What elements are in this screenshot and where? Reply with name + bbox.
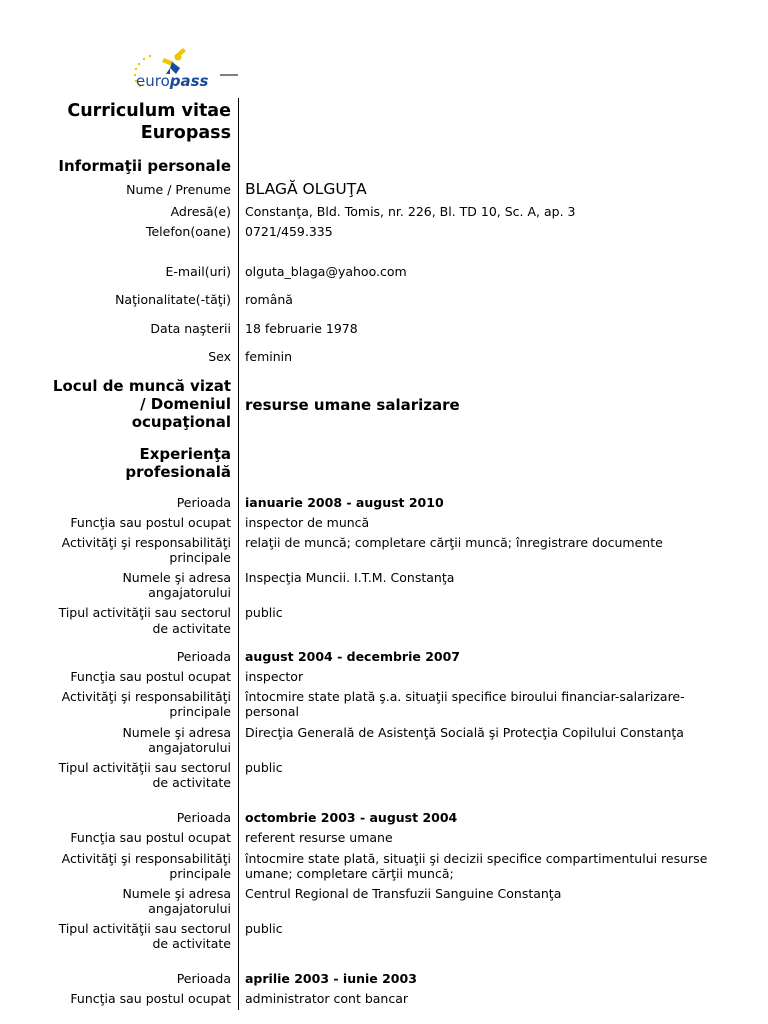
position-label: Funcţia sau postul ocupat bbox=[70, 991, 231, 1006]
activities-label-line2: principale bbox=[169, 704, 231, 719]
sector-value: public bbox=[245, 605, 283, 620]
sector-label-line2: de activitate bbox=[152, 621, 231, 636]
phone-label: Telefon(oane) bbox=[145, 224, 231, 239]
nationality-label: Naţionalitate(-tăţi) bbox=[115, 292, 231, 307]
name-value: BLAGĂ OLGUŢA bbox=[245, 180, 367, 198]
period-label: Perioada bbox=[176, 971, 231, 986]
position-value: referent resurse umane bbox=[245, 830, 393, 845]
address-value: Constanţa, Bld. Tomis, nr. 226, Bl. TD 10, Sc. A, ap. 3 bbox=[245, 204, 576, 219]
employer-label-line1: Numele şi adresa bbox=[122, 886, 231, 901]
sector-label-line1: Tipul activităţii sau sectorul bbox=[58, 921, 231, 936]
activities-label-line2: principale bbox=[169, 550, 231, 565]
section-target-heading-line2: / Domeniul bbox=[140, 395, 231, 413]
employer-value: Direcţia Generală de Asistenţă Socială şi Protecţia Copilului Constanţa bbox=[245, 725, 684, 740]
phone-value: 0721/459.335 bbox=[245, 224, 333, 239]
sex-value: feminin bbox=[245, 349, 293, 364]
position-label: Funcţia sau postul ocupat bbox=[70, 830, 231, 845]
employer-label-line1: Numele şi adresa bbox=[122, 725, 231, 740]
position-value: inspector bbox=[245, 669, 304, 684]
period-value: octombrie 2003 - august 2004 bbox=[245, 810, 458, 825]
position-value: administrator cont bancar bbox=[245, 991, 409, 1006]
employer-value: Inspecţia Muncii. I.T.M. Constanţa bbox=[245, 570, 455, 585]
employer-value: Centrul Regional de Transfuzii Sanguine Constanţa bbox=[245, 886, 562, 901]
svg-text:europass bbox=[136, 72, 209, 90]
birth-value: 18 februarie 1978 bbox=[245, 321, 358, 336]
logo-text-euro: euro bbox=[136, 72, 170, 90]
period-label: Perioada bbox=[176, 495, 231, 510]
sector-value: public bbox=[245, 760, 283, 775]
target-value: resurse umane salarizare bbox=[245, 396, 460, 414]
activities-label-line2: principale bbox=[169, 866, 231, 881]
period-value: aprilie 2003 - iunie 2003 bbox=[245, 971, 417, 986]
activities-value-line1: întocmire state plată, situaţii şi decizii specifice compartimentului resurse bbox=[245, 851, 708, 866]
name-label: Nume / Prenume bbox=[126, 182, 231, 197]
position-label: Funcţia sau postul ocupat bbox=[70, 515, 231, 530]
activities-label-line1: Activităţi şi responsabilităţi bbox=[61, 689, 231, 704]
activities-value-line2: umane; completare cărţii muncă; bbox=[245, 866, 454, 881]
sector-label-line2: de activitate bbox=[152, 936, 231, 951]
period-value: august 2004 - decembrie 2007 bbox=[245, 649, 460, 664]
nationality-value: română bbox=[245, 292, 293, 307]
period-label: Perioada bbox=[176, 810, 231, 825]
position-value: inspector de muncă bbox=[245, 515, 370, 530]
figure-icon bbox=[162, 48, 186, 74]
sex-label: Sex bbox=[208, 349, 231, 364]
logo-text-pass: pass bbox=[169, 72, 209, 90]
column-divider bbox=[238, 98, 239, 1010]
section-target-heading-line3: ocupaţional bbox=[131, 413, 231, 431]
period-label: Perioada bbox=[176, 649, 231, 664]
europass-logo bbox=[130, 44, 240, 96]
section-experience-heading-line2: profesională bbox=[125, 463, 231, 481]
email-value: olguta_blaga@yahoo.com bbox=[245, 264, 407, 279]
section-personal-heading: Informaţii personale bbox=[58, 157, 231, 175]
section-target-heading-line1: Locul de muncă vizat bbox=[52, 377, 231, 395]
activities-value-line2: personal bbox=[245, 704, 299, 719]
employer-label-line2: angajatorului bbox=[148, 901, 231, 916]
sector-label-line2: de activitate bbox=[152, 775, 231, 790]
period-value: ianuarie 2008 - august 2010 bbox=[245, 495, 444, 510]
sector-label-line1: Tipul activităţii sau sectorul bbox=[58, 605, 231, 620]
activities-value-line1: întocmire state plată ş.a. situaţii specifice biroului financiar-salarizare- bbox=[245, 689, 685, 704]
employer-label-line2: angajatorului bbox=[148, 585, 231, 600]
section-experience-heading-line1: Experienţa bbox=[139, 445, 231, 463]
activities-value-line1: relaţii de muncă; completare cărţii muncă; înregistrare documente bbox=[245, 535, 663, 550]
activities-label-line1: Activităţi şi responsabilităţi bbox=[61, 851, 231, 866]
birth-label: Data naşterii bbox=[150, 321, 231, 336]
address-label: Adresă(e) bbox=[170, 204, 231, 219]
sector-value: public bbox=[245, 921, 283, 936]
sector-label-line1: Tipul activităţii sau sectorul bbox=[58, 760, 231, 775]
position-label: Funcţia sau postul ocupat bbox=[70, 669, 231, 684]
cv-title-line1: Curriculum vitae bbox=[67, 101, 231, 121]
email-label: E-mail(uri) bbox=[165, 264, 231, 279]
employer-label-line2: angajatorului bbox=[148, 740, 231, 755]
employer-label-line1: Numele şi adresa bbox=[122, 570, 231, 585]
cv-title-line2: Europass bbox=[140, 123, 231, 143]
activities-label-line1: Activităţi şi responsabilităţi bbox=[61, 535, 231, 550]
